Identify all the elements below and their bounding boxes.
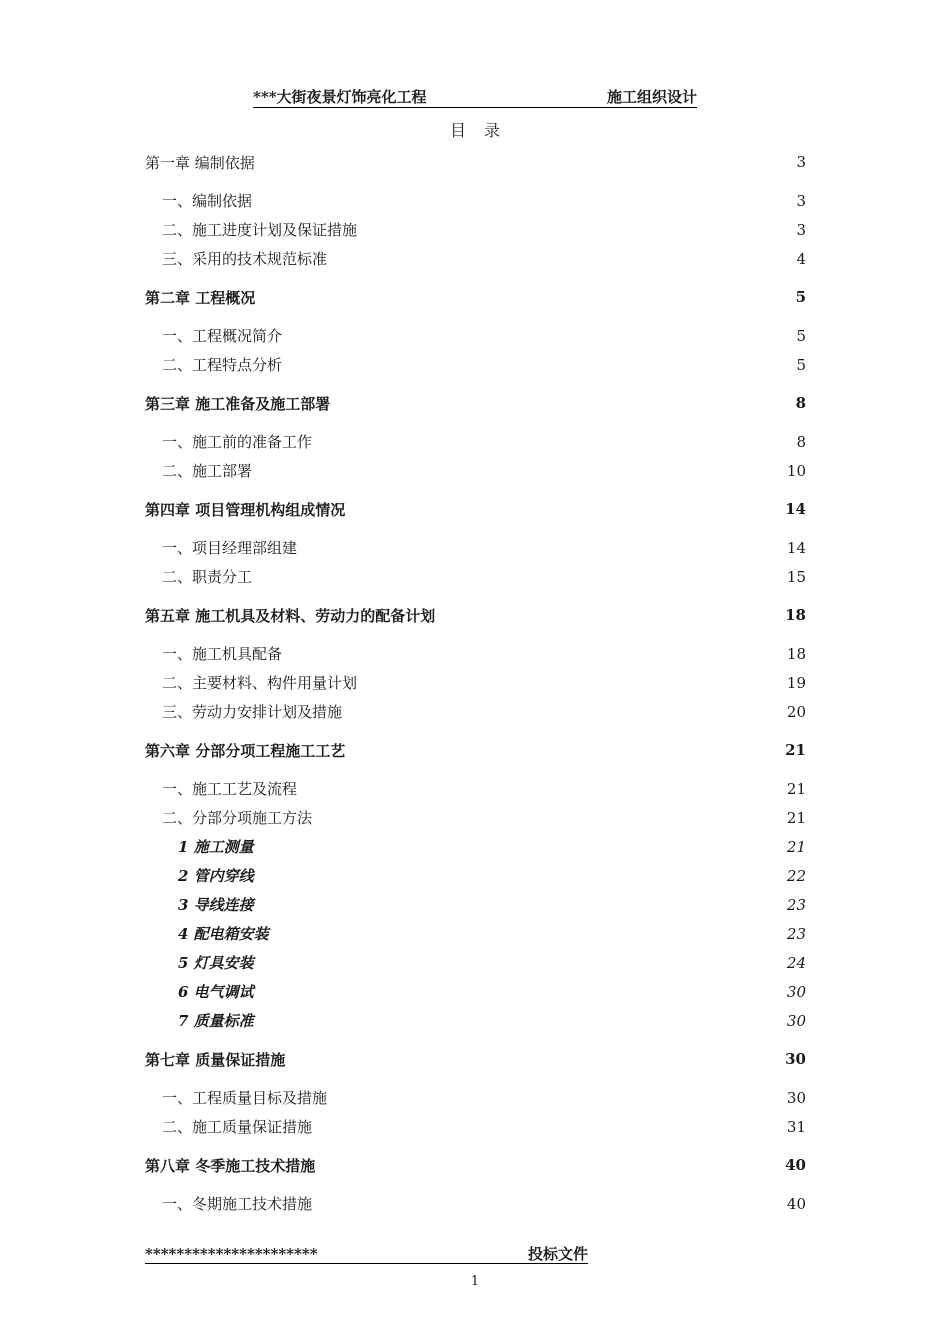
toc-entry-label: 一、施工工艺及流程 (162, 780, 298, 798)
toc-entry-label: 一、工程概况简介 (162, 327, 283, 345)
footer-right: 投标文件 (527, 1245, 588, 1263)
toc-item-row[interactable] (145, 890, 806, 919)
toc-entry-label: 一、编制依据 (162, 192, 253, 210)
toc-item-row[interactable] (145, 977, 806, 1006)
toc-entry-page: 21 (785, 741, 806, 759)
toc-entry-label: 第五章 施工机具及材料、劳动力的配备计划 (145, 606, 436, 625)
toc-entry-page: 5 (796, 326, 806, 345)
toc-chapter-row[interactable] (145, 601, 806, 629)
footer-left: ********************** (145, 1245, 318, 1263)
toc-chapter-row[interactable] (145, 148, 806, 176)
toc-section-row[interactable] (145, 639, 806, 668)
toc-section-row[interactable] (145, 562, 806, 591)
toc-section-row[interactable] (145, 186, 806, 215)
page-footer (145, 1245, 588, 1264)
toc-entry-page: 23 (786, 895, 806, 914)
toc-section-row[interactable] (145, 668, 806, 697)
toc-item-row[interactable] (145, 1006, 806, 1035)
toc-entry-label: 三、采用的技术规范标准 (162, 250, 328, 268)
toc-entry-label: 第六章 分部分项工程施工工艺 (145, 741, 346, 760)
toc-item-row[interactable] (145, 861, 806, 890)
toc-entry-label: 5 灯具安装 (178, 954, 254, 972)
toc-entry-page: 10 (786, 461, 806, 480)
toc-chapter-row[interactable] (145, 736, 806, 764)
toc-entry-page: 18 (785, 606, 806, 624)
toc-entry-label: 二、工程特点分析 (162, 356, 283, 374)
toc-entry-label: 第三章 施工准备及施工部署 (145, 394, 331, 413)
toc-entry-page: 15 (786, 567, 806, 586)
toc-entry-page: 3 (796, 191, 806, 210)
toc-entry-page: 22 (786, 866, 806, 885)
toc-section-row[interactable] (145, 244, 806, 273)
toc-entry-label: 一、工程质量目标及措施 (162, 1089, 328, 1107)
toc-entry-page: 24 (786, 953, 806, 972)
toc-entry-label: 一、施工机具配备 (162, 645, 283, 663)
toc-chapter-row[interactable] (145, 283, 806, 311)
toc-entry-page: 40 (785, 1156, 806, 1174)
toc-chapter-row[interactable] (145, 495, 806, 523)
toc-entry-page: 21 (786, 808, 806, 827)
toc-entry-page: 8 (796, 432, 806, 451)
toc-entry-page: 23 (786, 924, 806, 943)
toc-entry-label: 二、施工进度计划及保证措施 (162, 221, 358, 239)
toc-section-row[interactable] (145, 803, 806, 832)
toc-item-row[interactable] (145, 832, 806, 861)
toc-entry-label: 3 导线连接 (178, 896, 254, 914)
toc-chapter-row[interactable] (145, 1045, 806, 1073)
table-of-contents (145, 148, 806, 1218)
toc-entry-label: 一、项目经理部组建 (162, 539, 298, 557)
header-document-type: 施工组织设计 (606, 88, 697, 106)
toc-entry-page: 14 (786, 538, 806, 557)
toc-entry-label: 1 施工测量 (178, 838, 254, 856)
toc-section-row[interactable] (145, 697, 806, 726)
toc-entry-page: 30 (786, 1011, 806, 1030)
toc-section-row[interactable] (145, 427, 806, 456)
toc-item-row[interactable] (145, 919, 806, 948)
toc-item-row[interactable] (145, 948, 806, 977)
toc-entry-label: 第一章 编制依据 (145, 153, 255, 172)
toc-entry-label: 二、分部分项施工方法 (162, 809, 313, 827)
toc-entry-label: 三、劳动力安排计划及措施 (162, 703, 343, 721)
toc-entry-page: 4 (796, 249, 806, 268)
toc-section-row[interactable] (145, 1083, 806, 1112)
toc-entry-label: 4 配电箱安装 (178, 925, 269, 943)
toc-entry-page: 5 (796, 355, 806, 374)
toc-entry-page: 14 (785, 500, 806, 518)
toc-entry-page: 30 (786, 982, 806, 1001)
toc-entry-label: 二、职责分工 (162, 568, 253, 586)
toc-entry-label: 二、施工质量保证措施 (162, 1118, 313, 1136)
toc-entry-page: 3 (796, 153, 806, 171)
toc-entry-page: 21 (786, 837, 806, 856)
toc-entry-page: 30 (786, 1088, 806, 1107)
toc-entry-page: 5 (795, 288, 806, 306)
header-project-title: ***大街夜景灯饰亮化工程 (253, 88, 427, 106)
toc-section-row[interactable] (145, 1112, 806, 1141)
toc-entry-label: 第七章 质量保证措施 (145, 1050, 286, 1069)
toc-entry-page: 3 (796, 220, 806, 239)
toc-section-row[interactable] (145, 350, 806, 379)
toc-title: 目录 (449, 121, 518, 140)
toc-entry-label: 一、冬期施工技术措施 (162, 1195, 313, 1213)
toc-entry-label: 2 管内穿线 (178, 867, 254, 885)
toc-entry-label: 一、施工前的准备工作 (162, 433, 313, 451)
toc-chapter-row[interactable] (145, 1151, 806, 1179)
toc-section-row[interactable] (145, 215, 806, 244)
page-number: 1 (470, 1274, 480, 1289)
toc-entry-label: 二、施工部署 (162, 462, 253, 480)
toc-entry-page: 8 (795, 394, 806, 412)
toc-entry-page: 19 (786, 673, 806, 692)
toc-entry-page: 30 (785, 1050, 806, 1068)
toc-entry-label: 7 质量标准 (178, 1012, 254, 1030)
toc-entry-page: 18 (786, 644, 806, 663)
toc-entry-label: 第二章 工程概况 (145, 288, 256, 307)
toc-entry-page: 20 (786, 702, 806, 721)
toc-section-row[interactable] (145, 774, 806, 803)
toc-section-row[interactable] (145, 533, 806, 562)
toc-entry-page: 31 (786, 1117, 806, 1136)
toc-entry-label: 第八章 冬季施工技术措施 (145, 1156, 316, 1175)
page-header (253, 87, 697, 108)
toc-entry-label: 6 电气调试 (178, 983, 254, 1001)
toc-entry-label: 二、主要材料、构件用量计划 (162, 674, 358, 692)
toc-section-row[interactable] (145, 456, 806, 485)
toc-entry-page: 40 (786, 1194, 806, 1213)
toc-chapter-row[interactable] (145, 389, 806, 417)
toc-entry-label: 第四章 项目管理机构组成情况 (145, 500, 346, 519)
toc-section-row[interactable] (145, 1189, 806, 1218)
toc-section-row[interactable] (145, 321, 806, 350)
toc-entry-page: 21 (786, 779, 806, 798)
